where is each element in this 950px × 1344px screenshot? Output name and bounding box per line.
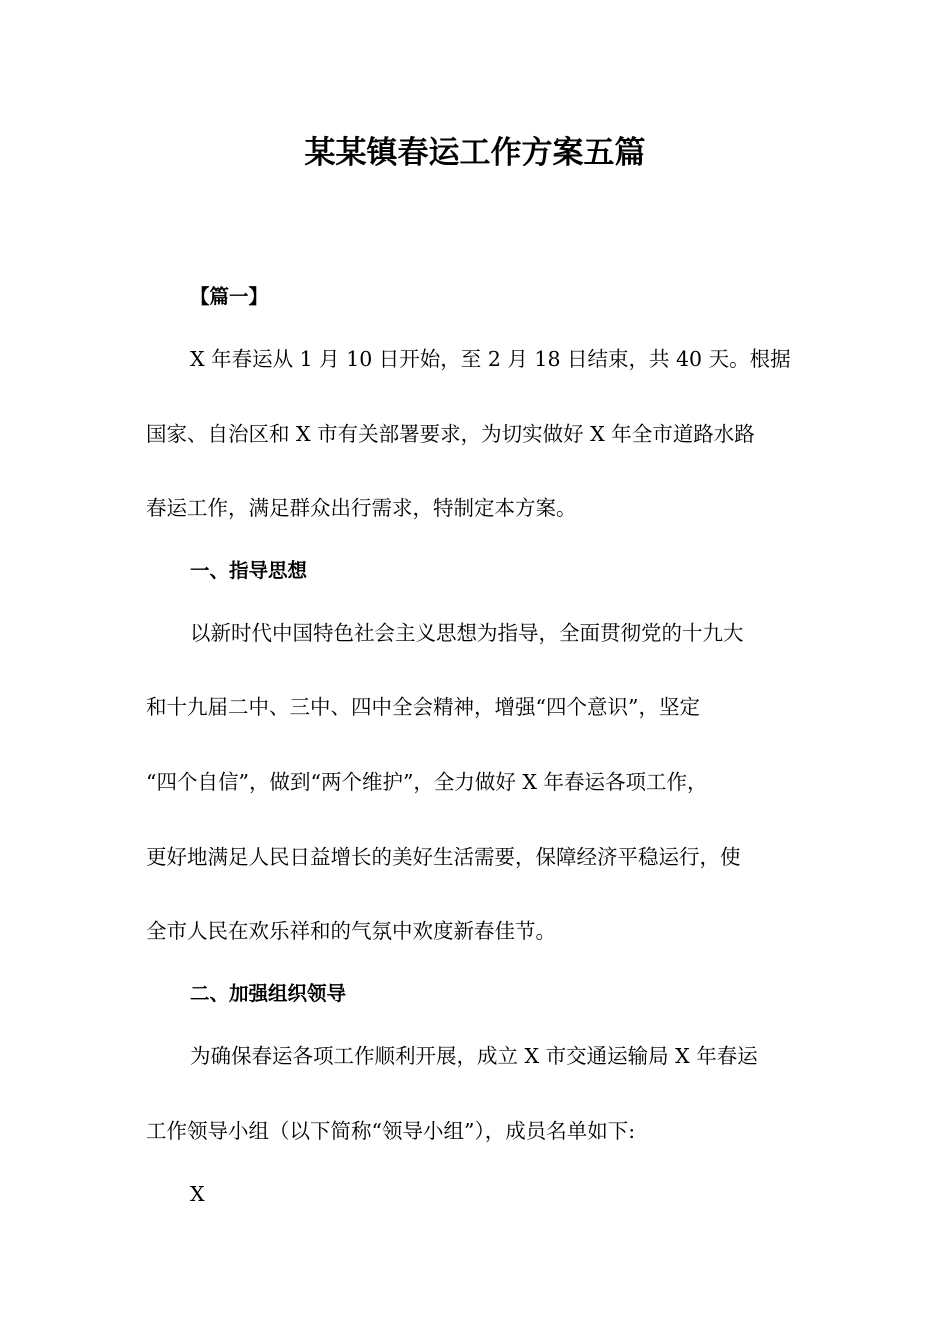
paragraph-line: 以新时代中国特色社会主义思想为指导，全面贯彻党的十九大 <box>190 621 744 645</box>
section-heading: 二、加强组织领导 <box>190 982 347 1005</box>
member-list-item: X <box>190 1182 205 1206</box>
section-label: 【篇一】 <box>190 285 269 308</box>
paragraph-line: 春运工作，满足群众出行需求，特制定本方案。 <box>146 496 577 520</box>
section-heading: 一、指导思想 <box>190 559 308 582</box>
paragraph-line: 和十九届二中、三中、四中全会精神，增强“四个意识”，坚定 <box>146 695 700 719</box>
paragraph-line: “四个自信”，做到“两个维护”，全力做好 X 年春运各项工作， <box>146 770 708 794</box>
paragraph-line: X 年春运从 1 月 10 日开始，至 2 月 18 日结束，共 40 天。根据 <box>190 347 791 371</box>
paragraph-line: 国家、自治区和 X 市有关部署要求，为切实做好 X 年全市道路水路 <box>146 422 755 446</box>
document-title: 某某镇春运工作方案五篇 <box>304 135 646 171</box>
paragraph-line: 工作领导小组（以下简称“领导小组”），成员名单如下: <box>146 1119 636 1143</box>
paragraph-line: 全市人民在欢乐祥和的气氛中欢度新春佳节。 <box>146 919 556 943</box>
paragraph-line: 为确保春运各项工作顺利开展，成立 X 市交通运输局 X 年春运 <box>190 1044 758 1068</box>
paragraph-line: 更好地满足人民日益增长的美好生活需要，保障经济平稳运行，使 <box>146 845 741 869</box>
